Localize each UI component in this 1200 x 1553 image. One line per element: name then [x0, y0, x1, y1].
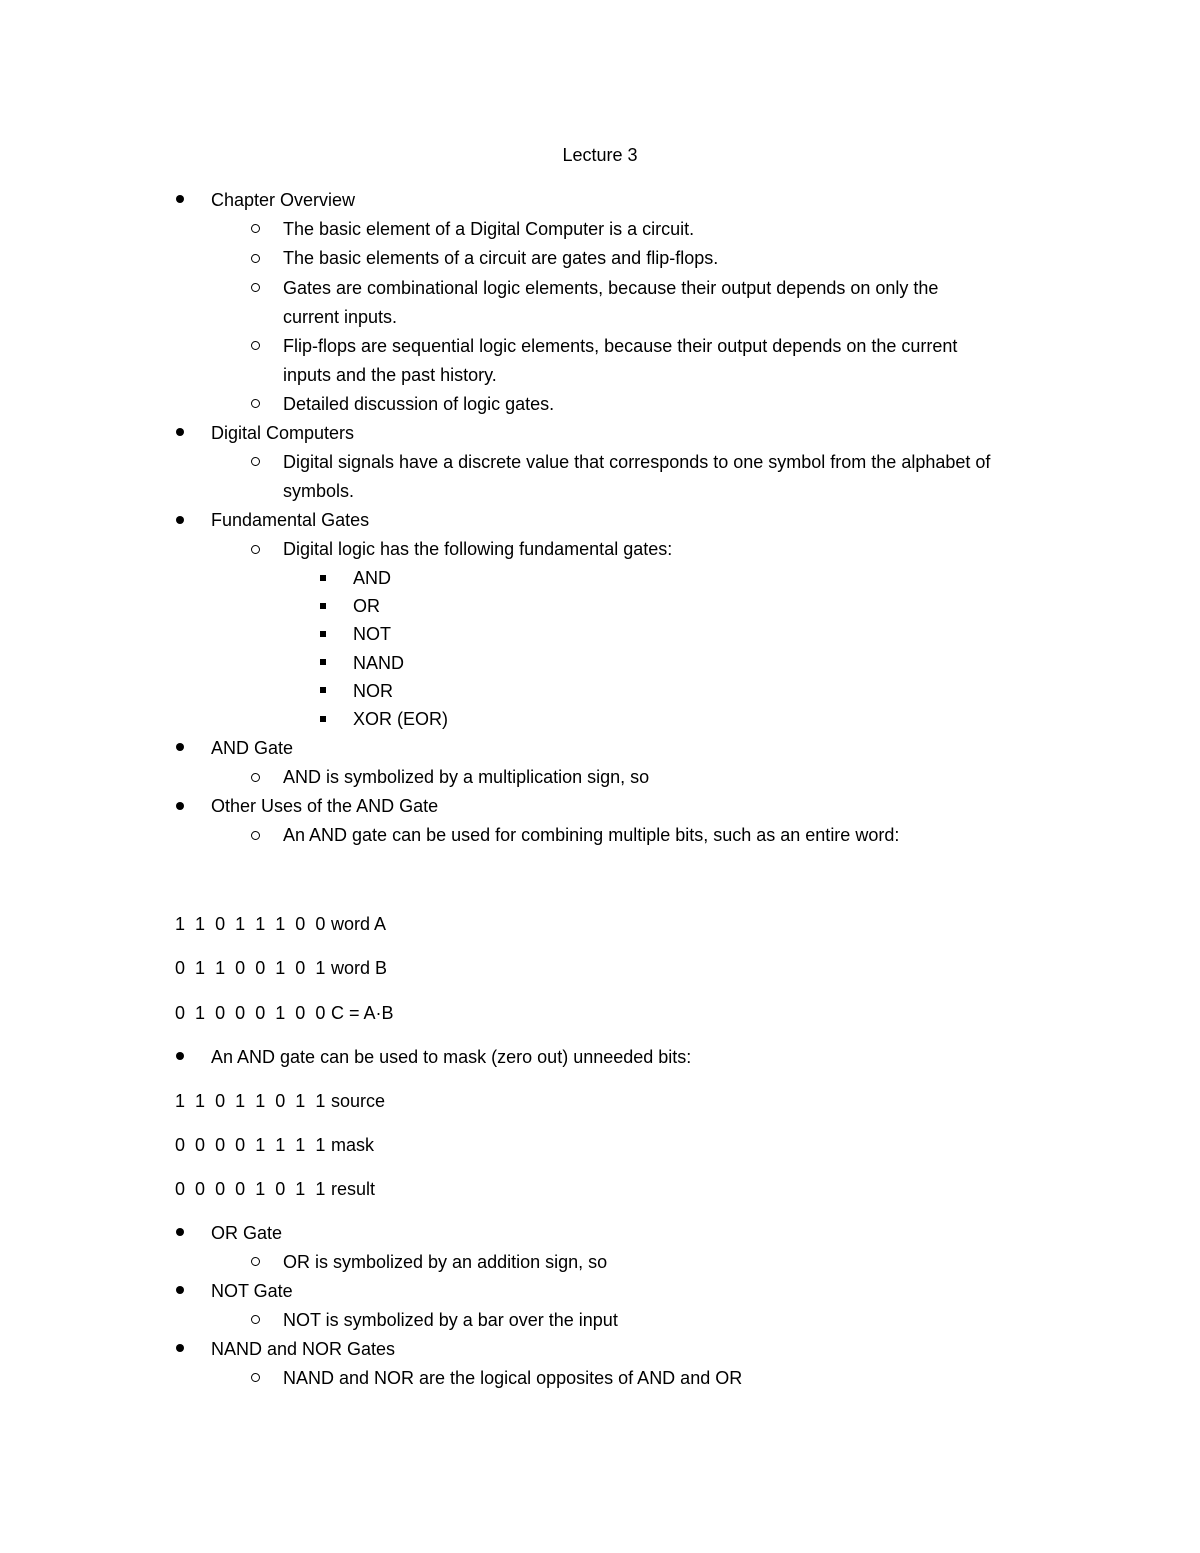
- bits-value: 0 0 0 0 1 1 1 1: [175, 1135, 328, 1155]
- section-heading: An AND gate can be used to mask (zero out) unneeded bits:: [211, 1047, 692, 1067]
- gate-item: NAND: [353, 653, 405, 673]
- gate-item: NOR: [353, 681, 393, 701]
- list-item: An AND gate can be used for combining multiple bits, such as an entire word:: [283, 825, 900, 845]
- sub-bullet: [251, 545, 260, 554]
- square-bullet: [320, 659, 326, 665]
- gate-item: XOR (EOR): [353, 709, 449, 729]
- sub-bullet: [251, 1373, 260, 1382]
- bits-label: result: [331, 1179, 376, 1199]
- bullet-dot: [176, 743, 184, 751]
- list-item: Digital signals have a discrete value that corresponds to one symbol from the alphabet of: [283, 452, 991, 472]
- bullet-dot: [176, 1344, 184, 1352]
- section-heading: Other Uses of the AND Gate: [211, 796, 439, 816]
- square-bullet: [320, 575, 326, 581]
- gate-item: AND: [353, 568, 392, 588]
- list-item: Flip-flops are sequential logic elements, because their output depends on the current: [283, 336, 958, 356]
- bullet-dot: [176, 428, 184, 436]
- list-item-continued: current inputs.: [283, 307, 398, 327]
- list-item: Detailed discussion of logic gates.: [283, 394, 555, 414]
- bits-value: 0 1 1 0 0 1 0 1: [175, 958, 328, 978]
- section-heading: Digital Computers: [211, 423, 355, 443]
- section-heading: NAND and NOR Gates: [211, 1339, 396, 1359]
- bits-label: C = A·B: [331, 1003, 394, 1023]
- bullet-dot: [176, 1228, 184, 1236]
- square-bullet: [320, 631, 326, 637]
- sub-bullet: [251, 341, 260, 350]
- section-heading: NOT Gate: [211, 1281, 293, 1301]
- bits-label: mask: [331, 1135, 375, 1155]
- square-bullet: [320, 603, 326, 609]
- square-bullet: [320, 716, 326, 722]
- bullet-dot: [176, 802, 184, 810]
- gate-item: OR: [353, 596, 380, 616]
- section-heading: OR Gate: [211, 1223, 283, 1243]
- bits-label: word B: [331, 958, 388, 978]
- sub-bullet: [251, 457, 260, 466]
- list-item: The basic elements of a circuit are gates and flip-flops.: [283, 248, 719, 268]
- bits-label: word A: [331, 914, 387, 934]
- list-item-continued: inputs and the past history.: [283, 365, 497, 385]
- sub-bullet: [251, 283, 260, 292]
- sub-bullet: [251, 1257, 260, 1266]
- list-item: The basic element of a Digital Computer is a circuit.: [283, 219, 695, 239]
- bits-value: 1 1 0 1 1 0 1 1: [175, 1091, 328, 1111]
- list-item: NOT is symbolized by a bar over the input: [283, 1310, 618, 1330]
- sub-bullet: [251, 399, 260, 408]
- section-heading: AND Gate: [211, 738, 294, 758]
- sub-bullet: [251, 773, 260, 782]
- list-item: NAND and NOR are the logical opposites of AND and OR: [283, 1368, 743, 1388]
- bits-value: 0 1 0 0 0 1 0 0: [175, 1003, 328, 1023]
- sub-bullet: [251, 1315, 260, 1324]
- list-item: AND is symbolized by a multiplication sign, so: [283, 767, 650, 787]
- gate-item: NOT: [353, 624, 391, 644]
- list-item: OR is symbolized by an addition sign, so: [283, 1252, 608, 1272]
- section-heading: Fundamental Gates: [211, 510, 370, 530]
- bullet-dot: [176, 1286, 184, 1294]
- list-item: Digital logic has the following fundamental gates:: [283, 539, 673, 559]
- sub-bullet: [251, 254, 260, 263]
- list-item-continued: symbols.: [283, 481, 355, 501]
- bits-value: 0 0 0 0 1 0 1 1: [175, 1179, 328, 1199]
- page-title: Lecture 3: [562, 145, 638, 165]
- section-heading: Chapter Overview: [211, 190, 356, 210]
- list-item: Gates are combinational logic elements, because their output depends on only the: [283, 278, 939, 298]
- bullet-dot: [176, 195, 184, 203]
- bits-label: source: [331, 1091, 386, 1111]
- bullet-dot: [176, 516, 184, 524]
- square-bullet: [320, 687, 326, 693]
- bits-value: 1 1 0 1 1 1 0 0: [175, 914, 328, 934]
- bullet-dot: [176, 1052, 184, 1060]
- sub-bullet: [251, 831, 260, 840]
- sub-bullet: [251, 224, 260, 233]
